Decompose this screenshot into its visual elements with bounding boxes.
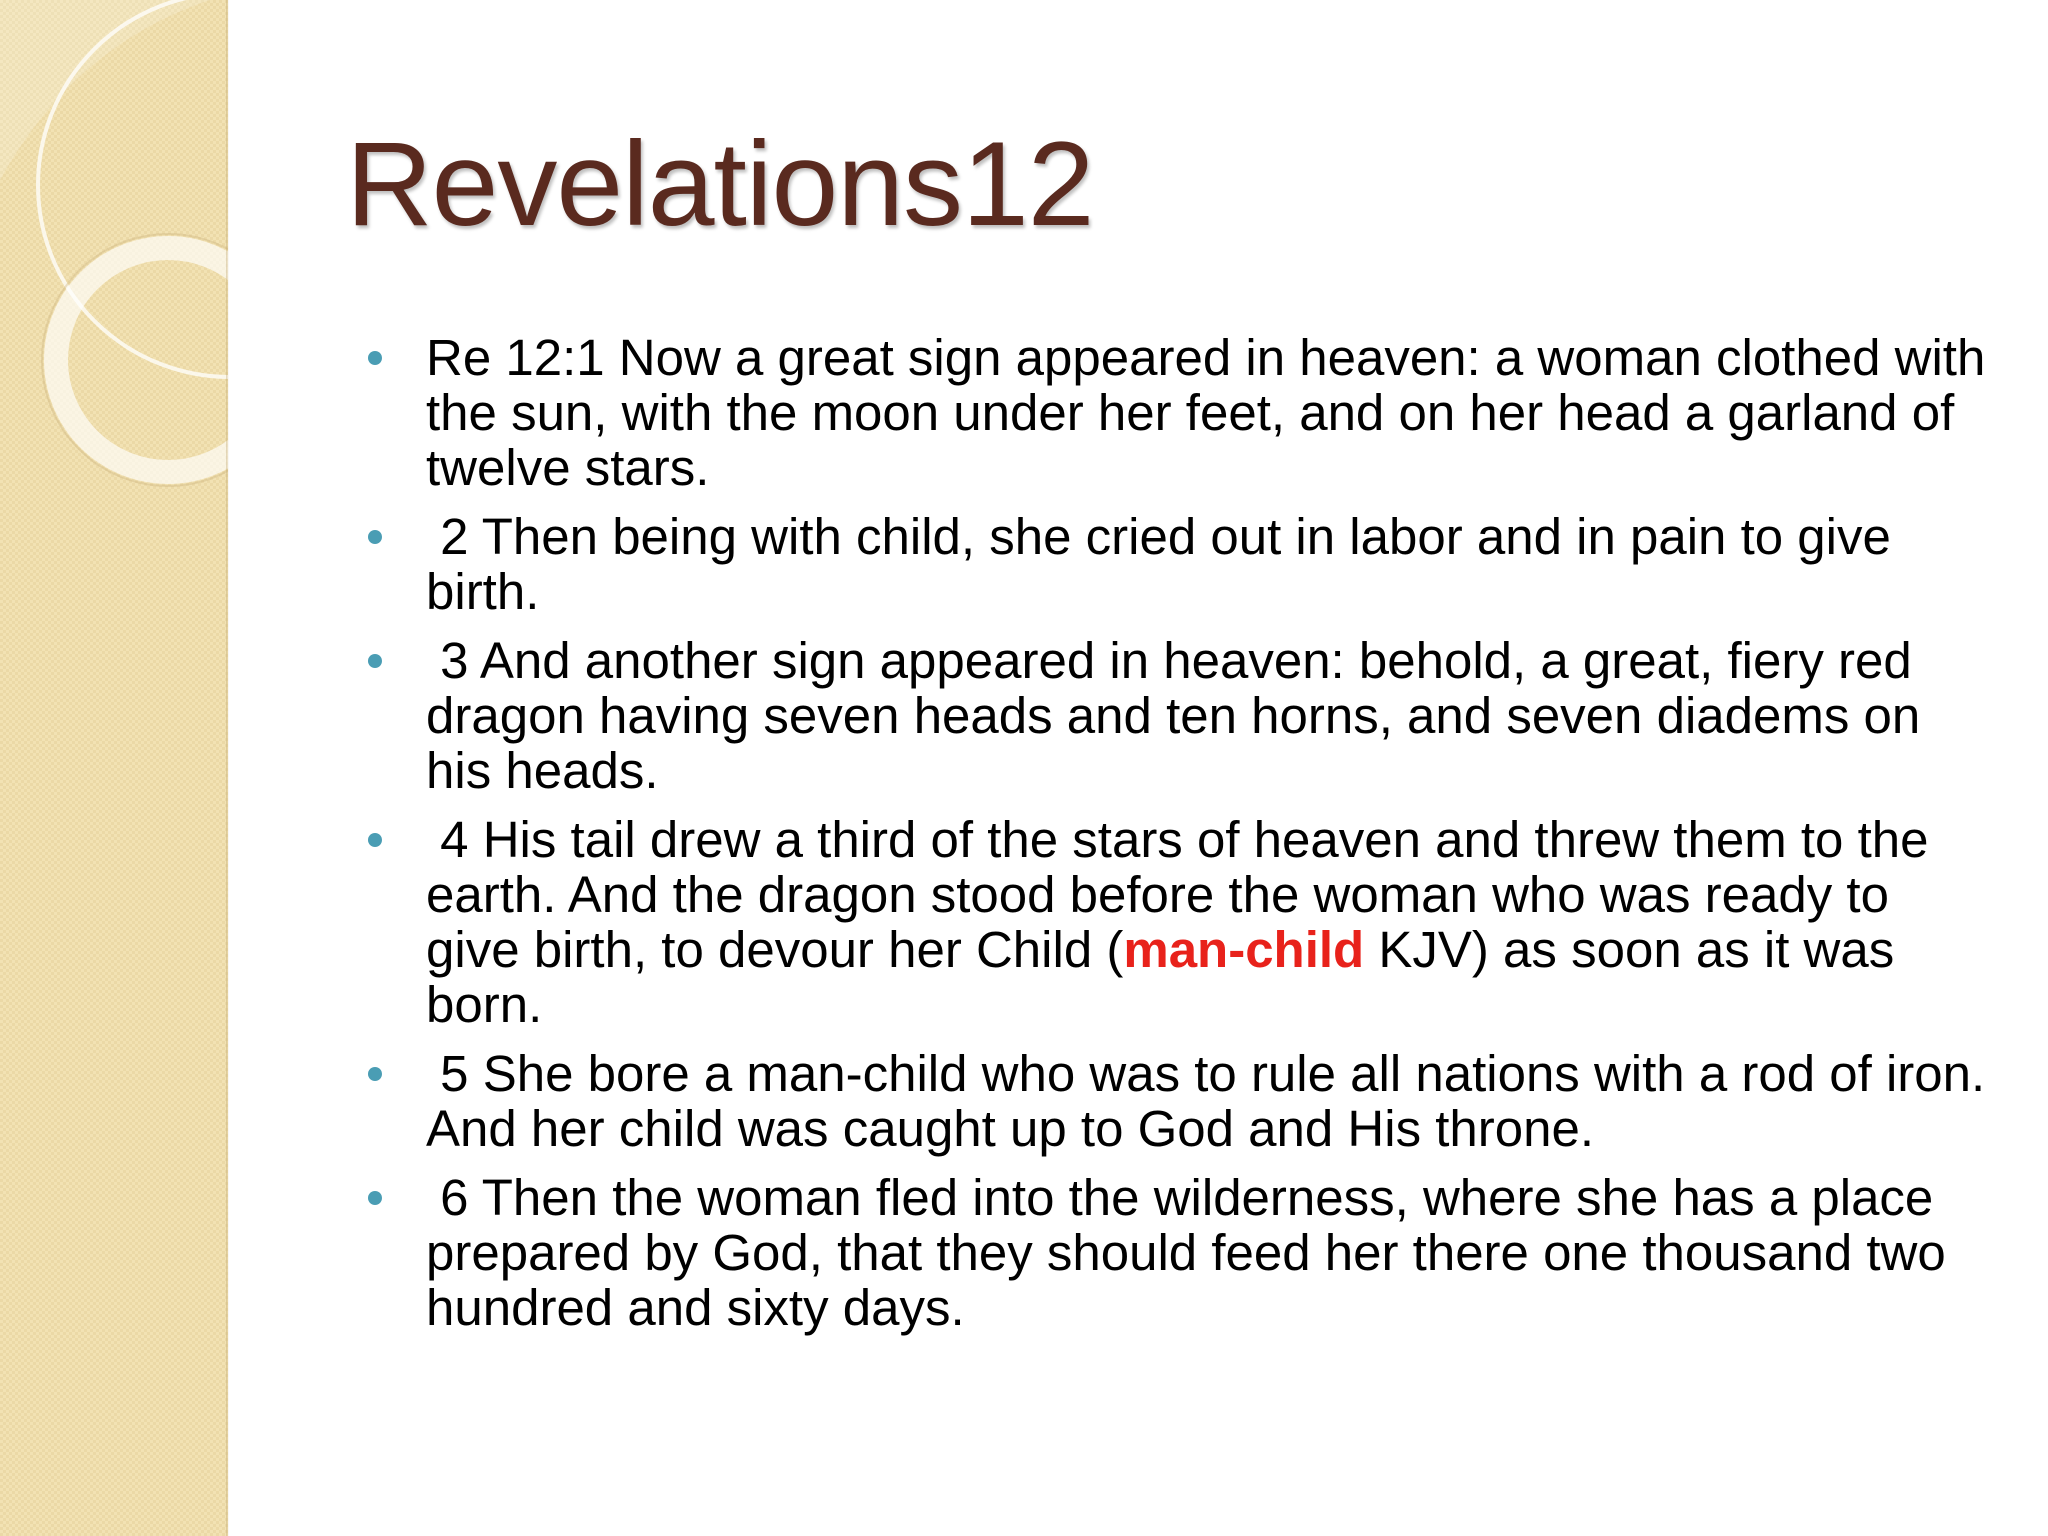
list-item bbox=[366, 1045, 1997, 1157]
bullet-icon bbox=[368, 530, 382, 544]
slide-title: Revelations12 bbox=[346, 117, 1094, 251]
list-item bbox=[366, 329, 2000, 496]
bullet-icon bbox=[368, 654, 382, 668]
verse-text: 4 His tail drew a third of the stars of heaven and threw them to the earth. And the dragon stood before the woman who was ready to give birth, to devour her Child ( bbox=[426, 811, 1943, 978]
verse-text: KJV) as soon as it was born. bbox=[426, 921, 1909, 1033]
verse-text: Re 12:1 Now a great sign appeared in heaven: a woman clothed with the sun, with the moon under her feet, and on her head a garland of twelve stars. bbox=[426, 329, 2000, 496]
verse-text: 6 Then the woman fled into the wilderness, where she has a place prepared by God, that they should feed her there one thousand two hundred and sixty days. bbox=[426, 1169, 1960, 1336]
verse-text: 3 And another sign appeared in heaven: behold, a great, fiery red dragon having seven heads and ten horns, and seven diadems on his heads. bbox=[426, 632, 1935, 799]
decorative-circles bbox=[0, 0, 228, 520]
side-panel-edge bbox=[226, 0, 229, 1536]
list-item bbox=[366, 509, 1986, 619]
bullet-icon bbox=[368, 351, 382, 365]
bullet-icon bbox=[368, 1067, 382, 1081]
bullet-icon bbox=[368, 833, 382, 847]
list-item bbox=[366, 812, 1986, 1032]
verse-list bbox=[366, 329, 2000, 1349]
list-item bbox=[366, 633, 1986, 798]
verse-text: 5 She bore a man-child who was to rule all nations with a rod of iron. And her child was caught up to God and His throne. bbox=[426, 1045, 1997, 1157]
highlighted-term: man-child bbox=[1123, 921, 1365, 978]
bullet-icon bbox=[368, 1191, 382, 1205]
list-item bbox=[366, 1170, 1986, 1335]
verse-text: 2 Then being with child, she cried out in labor and in pain to give birth. bbox=[426, 508, 1906, 620]
